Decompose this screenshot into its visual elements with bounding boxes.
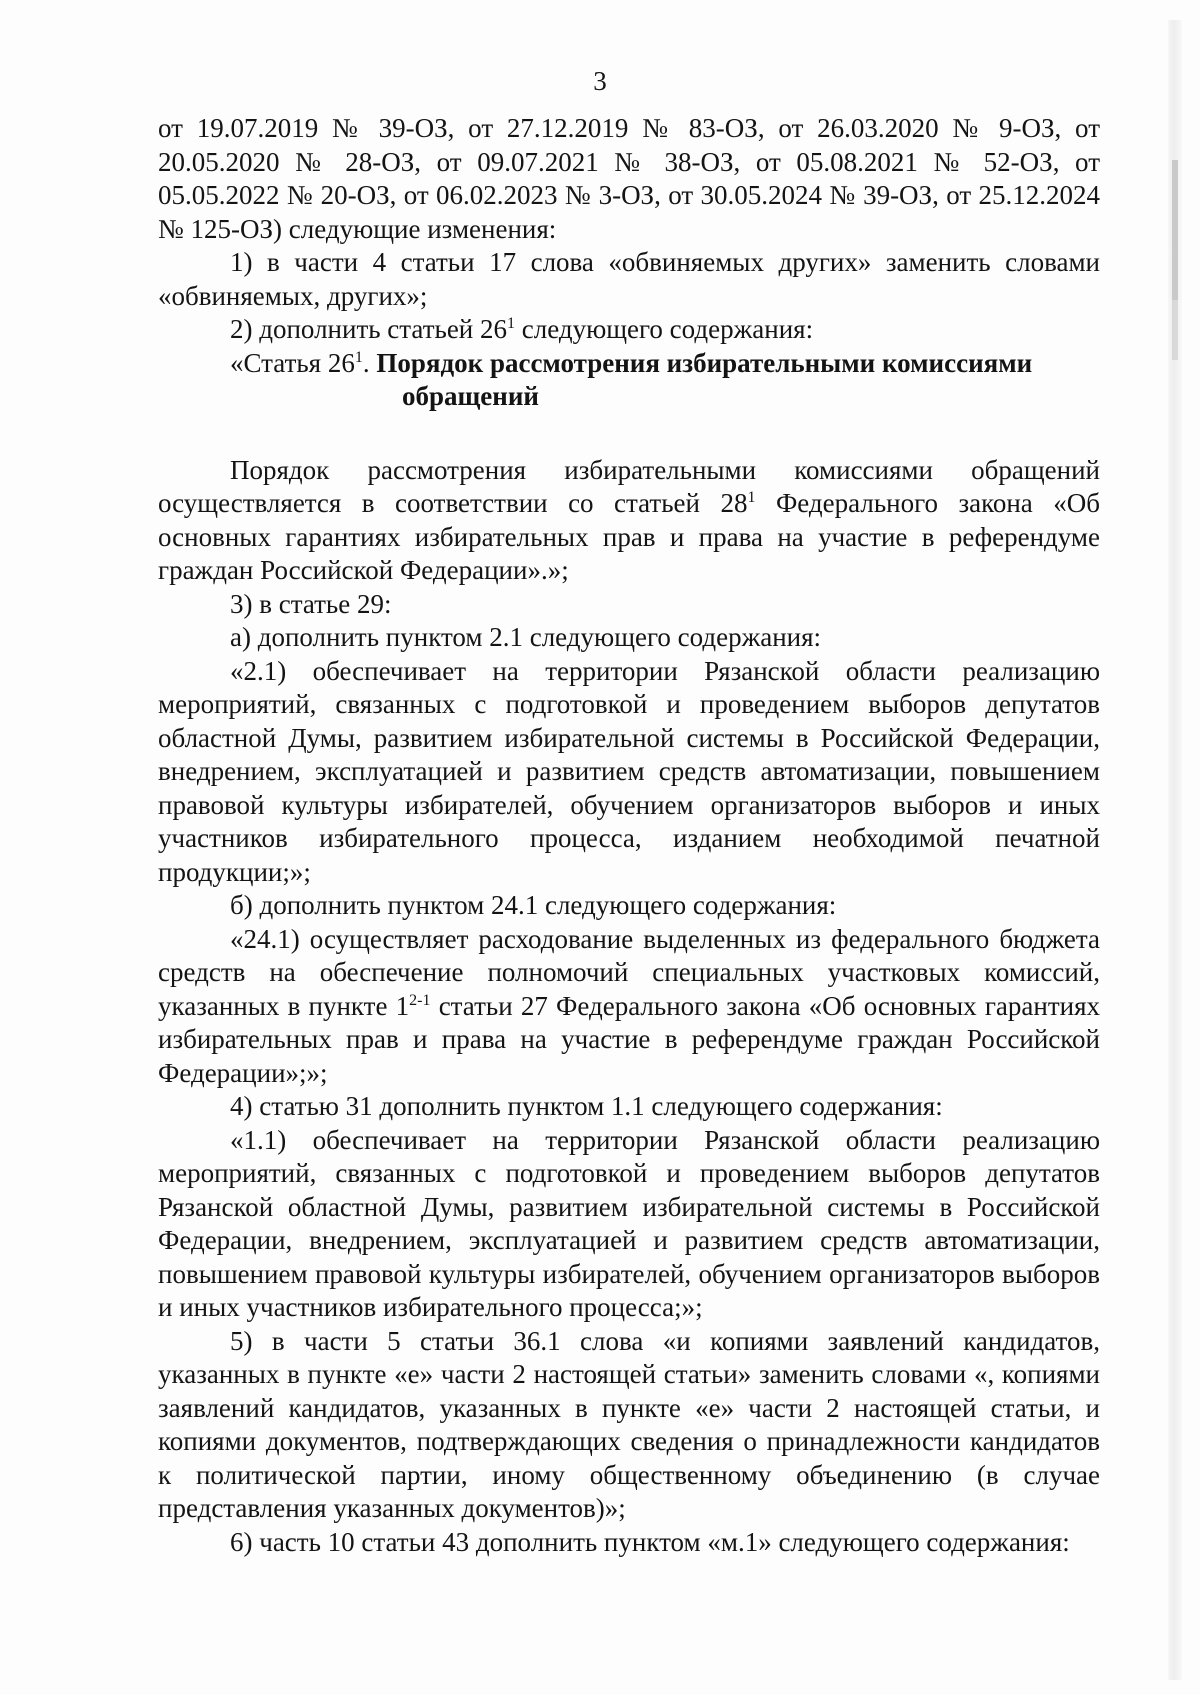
paragraph-item-3b-text xyxy=(158,923,1100,1091)
article-sup: 1 xyxy=(354,348,363,366)
scan-mark-artifact xyxy=(1172,160,1178,300)
item-2-sup: 1 xyxy=(507,315,516,332)
paragraph-item-1: 1) в части 4 статьи 17 слова «обвиняемых других» заменить словами «обвиняемых, других»; xyxy=(158,247,1100,311)
item-3b-text-b: статьи 27 Федерального закона «Об основных гарантиях избирательных прав и права на участие в референдуме граждан Российской Федерации»;»; xyxy=(158,990,1101,1088)
page-number: 3 xyxy=(593,66,607,96)
item-3b-text-a: «24.1) осуществляет расходование выделенных из федерального бюджета средств на обеспечение полномочий специальных участковых комиссий, указанных в пункте 1 xyxy=(158,923,1100,1021)
paragraph-item-2 xyxy=(158,313,1100,347)
paragraph-item-3a-text: «2.1) обеспечивает на территории Рязанской области реализацию мероприятий, связанных с подготовкой и проведением выборов депутатов областной Думы, развитием избирательной системы в Российской Федерации, внедрением, эксплуатацией и развитием средств автоматизации, повышением правовой культуры избирателей, обучением организаторов выборов и иных участников избирательного процесса, изданием необходимой печатной продукции;»; xyxy=(158,655,1100,887)
document-body xyxy=(158,112,1100,1559)
order-text-b: Федерального закона «Об основных гарантиях избирательных прав и права на участие в референдуме граждан Российской Федерации».»; xyxy=(158,488,1100,585)
paragraph-item-4-text: «1.1) обеспечивает на территории Рязанской области реализацию мероприятий, связанных с подготовкой и проведением выборов депутатов Рязанской областной Думы, развитием избирательной системы в Российской Федерации, внедрением, эксплуатацией и развитием средств автоматизации, повышением правовой культуры избирателей, обучением организаторов выборов и иных участников избирательного процесса;»; xyxy=(158,1124,1100,1322)
article-title-line1: Порядок рассмотрения избирательными комиссиями xyxy=(376,347,1033,378)
paragraph-item-6: 6) часть 10 статьи 43 дополнить пунктом «м.1» следующего содержания: xyxy=(230,1526,1070,1557)
paragraph-item-5: 5) в части 5 статьи 36.1 слова «и копиями заявлений кандидатов, указанных в пункте «е» части 2 настоящей статьи» заменить словами «, копиями заявлений кандидатов, указанных в пункте «е» части 2 настоящей статьи, и копиями документов, подтверждающих сведения о принадлежности кандидатов к политической партии, иному общественному объединению (в случае представления указанных документов)»; xyxy=(158,1325,1100,1523)
item-3b-sup: 2-1 xyxy=(409,991,431,1009)
item-2-tail: следующего содержания: xyxy=(521,314,814,344)
paragraph-item-3a: а) дополнить пунктом 2.1 следующего содержания: xyxy=(230,622,822,652)
article-dot: . xyxy=(362,347,370,378)
article-title-line2: обращений xyxy=(402,381,539,411)
article-title xyxy=(158,347,1100,381)
order-sup: 1 xyxy=(747,489,756,506)
paragraph-item-3: 3) в статье 29: xyxy=(230,588,392,619)
paragraph-amendment-list: от 19.07.2019 № 39-ОЗ, от 27.12.2019 № 83-ОЗ, от 26.03.2020 № 9-ОЗ, от 20.05.2020 № 28-ОЗ, от 09.07.2021 № 38-ОЗ, от 05.08.2021 № 52-ОЗ, от 05.05.2022 № 20-ОЗ, от 06.02.2023 № 3-ОЗ, от 30.05.2024 № 39-ОЗ, от 25.12.2024 № 125-ОЗ) следующие изменения: xyxy=(158,113,1100,244)
paragraph-order xyxy=(158,454,1100,588)
paragraph-item-3b: б) дополнить пунктом 24.1 следующего содержания: xyxy=(230,890,837,920)
paragraph-item-4: 4) статью 31 дополнить пунктом 1.1 следующего содержания: xyxy=(230,1091,943,1121)
scan-mark-artifact xyxy=(1172,300,1178,360)
item-2-text: 2) дополнить статьей 26 xyxy=(230,314,508,344)
order-text-a: Порядок рассмотрения избирательными комиссиями обращений осуществляется в соответствии со статьей 28 xyxy=(158,454,1100,518)
article-prefix: «Статья 26 xyxy=(230,347,355,378)
